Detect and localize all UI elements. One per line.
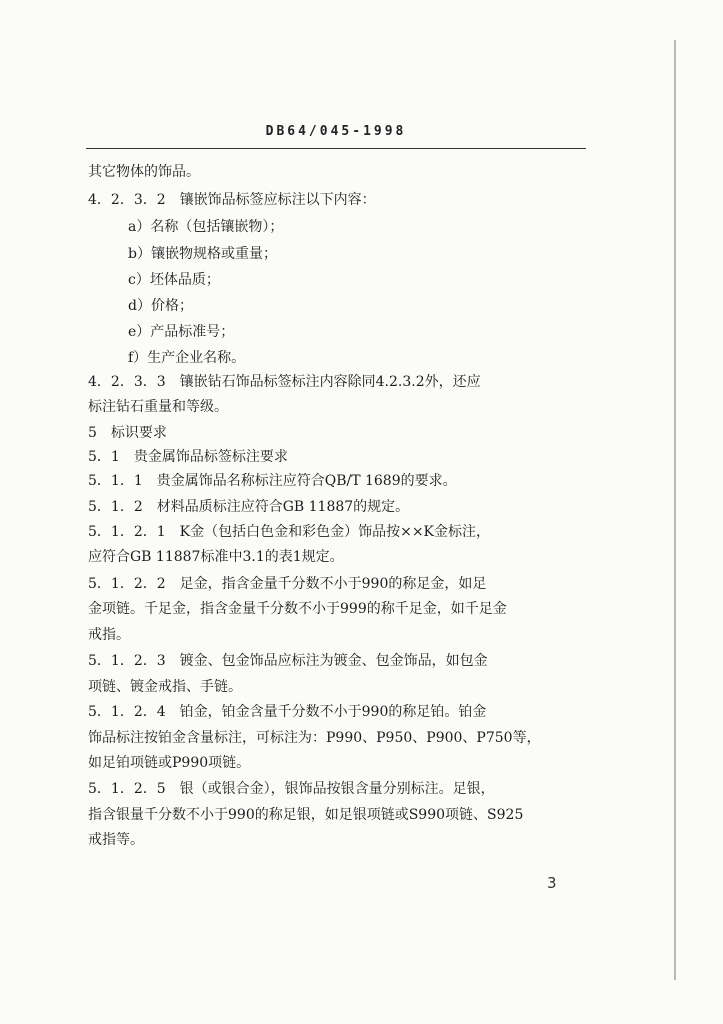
text-line: 戒指等。 — [88, 832, 144, 848]
list-item: e）产品标准号； — [128, 324, 235, 340]
list-item: a）名称（包括镶嵌物）； — [128, 219, 284, 235]
header-rule — [86, 148, 586, 149]
page-number: 3 — [547, 874, 557, 892]
text-line: 金项链。千足金，指含金量千分数不小于999的称千足金，如千足金 — [88, 601, 507, 617]
text-line: 5．1．2 材料品质标注应符合GB 11887的规定。 — [88, 499, 410, 515]
section-heading: 5．1 贵金属饰品标签标注要求 — [88, 449, 288, 465]
list-item: d）价格； — [128, 298, 193, 314]
text-line: 5．1．2．1 K金（包括白色金和彩色金）饰品按××K金标注， — [88, 524, 491, 540]
text-line: 标注钻石重量和等级。 — [88, 399, 228, 415]
list-item: f）生产企业名称。 — [128, 350, 246, 366]
list-item: b）镶嵌物规格或重量； — [128, 246, 277, 262]
text-line: 4．2．3．3 镶嵌钻石饰品标签标注内容除同4.2.3.2外，还应 — [88, 374, 481, 390]
text-line: 5．1．2．4 铂金，铂金含量千分数不小于990的称足铂。铂金 — [88, 704, 487, 720]
text-line: 项链、镀金戒指、手链。 — [88, 679, 242, 695]
text-line: 饰品标注按铂金含量标注，可标注为：P990、P950、P900、P750等， — [88, 730, 541, 746]
text-line: 戒指。 — [88, 627, 130, 643]
page-edge — [674, 40, 676, 980]
document-number: DB64/045-1998 — [265, 124, 407, 139]
text-line: 如足铂项链或P990项链。 — [88, 755, 251, 771]
text-line: 指含银量千分数不小于990的称足银，如足银项链或S990项链、S925 — [88, 807, 524, 823]
text-line: 5．1．2．3 镀金、包金饰品应标注为镀金、包金饰品，如包金 — [88, 653, 488, 669]
text-line: 5．1．2．5 银（或银合金），银饰品按银含量分别标注。足银， — [88, 781, 495, 797]
list-item: c）坯体品质； — [128, 272, 220, 288]
text-line: 4．2．3．2 镶嵌饰品标签应标注以下内容： — [88, 192, 376, 208]
text-line: 5．1．1 贵金属饰品名称标注应符合QB/T 1689的要求。 — [88, 473, 457, 489]
text-line: 其它物体的饰品。 — [88, 164, 200, 180]
text-line: 应符合GB 11887标准中3.1的表1规定。 — [88, 549, 344, 565]
section-heading: 5 标识要求 — [88, 425, 167, 441]
text-line: 5．1．2．2 足金，指含金量千分数不小于990的称足金，如足 — [88, 576, 487, 592]
